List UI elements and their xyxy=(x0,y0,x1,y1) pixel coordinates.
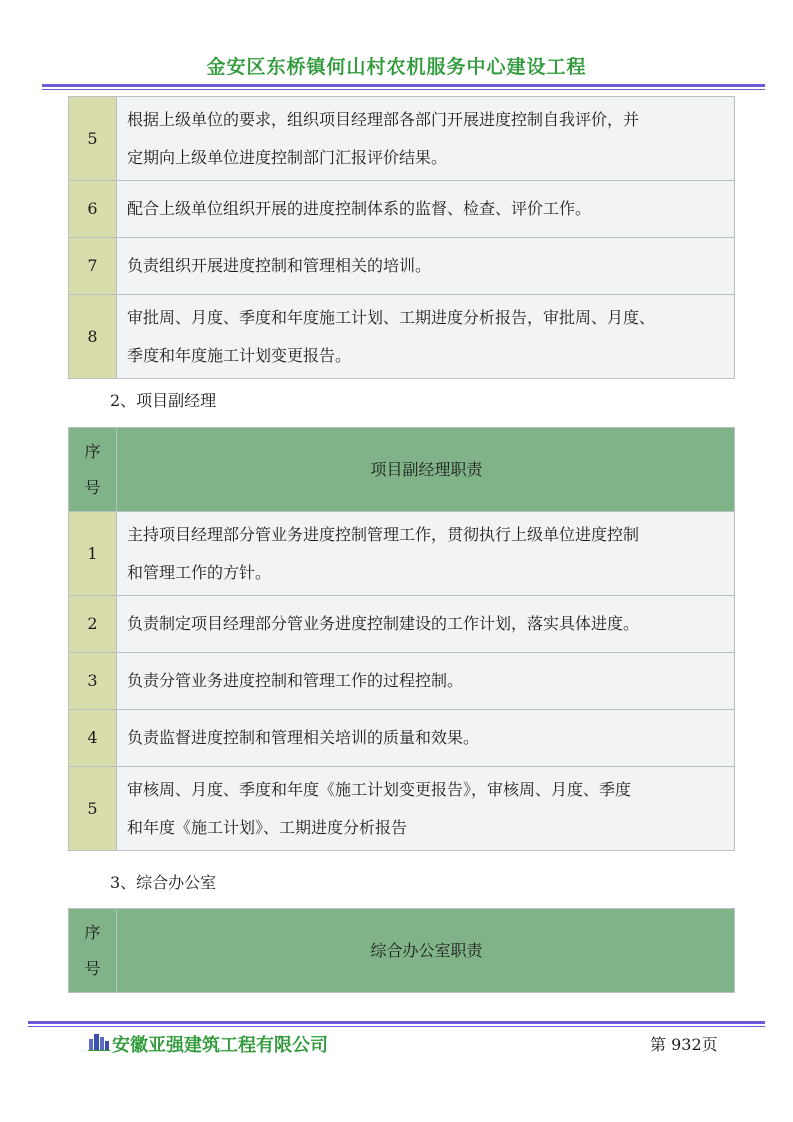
row-text-line: 季度和年度施工计划变更报告。 xyxy=(127,345,352,365)
row-number: 4 xyxy=(69,710,117,767)
header-title: 综合办公室职责 xyxy=(117,909,735,993)
header-number-label xyxy=(69,428,117,512)
footer-rule xyxy=(28,1021,765,1024)
row-text-line: 负责监督进度控制和管理相关培训的质量和效果。 xyxy=(127,728,480,747)
row-text-line: 负责分管业务进度控制和管理工作的过程控制。 xyxy=(127,671,464,690)
header-rule-thin xyxy=(42,89,765,90)
row-text-line: 配合上级单位组织开展的进度控制体系的监督、检查、评价工作。 xyxy=(127,199,592,218)
row-text-line: 和年度《施工计划》、工期进度分析报告 xyxy=(127,817,408,837)
manager-duties-table xyxy=(68,96,735,379)
table-header-row xyxy=(69,428,735,512)
deputy-manager-duties-table xyxy=(68,427,735,851)
header-number-char: 号 xyxy=(84,958,101,978)
table-row xyxy=(69,238,735,295)
row-text xyxy=(117,181,735,238)
page-header-title: 金安区东桥镇何山村农机服务中心建设工程 xyxy=(206,56,587,78)
header-rule xyxy=(42,84,765,87)
row-text xyxy=(117,295,735,379)
header-number-label xyxy=(69,909,117,993)
row-text xyxy=(117,653,735,710)
row-text xyxy=(117,238,735,295)
row-text xyxy=(117,97,735,181)
section-title-general-office: 3、综合办公室 xyxy=(110,873,217,892)
row-text xyxy=(117,767,735,851)
building-logo-icon xyxy=(88,1031,110,1051)
section-title-deputy-manager: 2、项目副经理 xyxy=(110,391,217,410)
table-row xyxy=(69,181,735,238)
row-text-line: 定期向上级单位进度控制部门汇报评价结果。 xyxy=(127,147,448,167)
row-number: 5 xyxy=(69,767,117,851)
row-text-line: 根据上级单位的要求，组织项目经理部各部门开展进度控制自我评价，并 xyxy=(127,109,640,129)
footer-rule-thin xyxy=(28,1026,765,1027)
general-office-duties-table xyxy=(68,908,735,993)
row-number: 1 xyxy=(69,512,117,596)
table-row xyxy=(69,767,735,851)
row-number: 3 xyxy=(69,653,117,710)
row-number: 8 xyxy=(69,295,117,379)
header-number-char: 序 xyxy=(84,441,101,461)
table-row xyxy=(69,295,735,379)
row-text-line: 负责制定项目经理部分管业务进度控制建设的工作计划，落实具体进度。 xyxy=(127,614,640,633)
row-number: 6 xyxy=(69,181,117,238)
row-number: 5 xyxy=(69,97,117,181)
footer-page-number: 第 932页 xyxy=(650,1035,718,1054)
table-header-row xyxy=(69,909,735,993)
table-row xyxy=(69,97,735,181)
row-text-line: 和管理工作的方针。 xyxy=(127,562,272,582)
table-row xyxy=(69,653,735,710)
row-text-line: 主持项目经理部分管业务进度控制管理工作，贯彻执行上级单位进度控制 xyxy=(127,524,640,544)
row-text-line: 审核周、月度、季度和年度《施工计划变更报告》，审核周、月度、季度 xyxy=(127,779,632,799)
table-row xyxy=(69,710,735,767)
row-text xyxy=(117,512,735,596)
row-text xyxy=(117,710,735,767)
header-title: 项目副经理职责 xyxy=(117,428,735,512)
header-number-char: 序 xyxy=(84,922,101,942)
table-row xyxy=(69,596,735,653)
row-text xyxy=(117,596,735,653)
table-row xyxy=(69,512,735,596)
row-number: 7 xyxy=(69,238,117,295)
row-text-line: 负责组织开展进度控制和管理相关的培训。 xyxy=(127,256,432,275)
header-number-char: 号 xyxy=(84,477,101,497)
row-text-line: 审批周、月度、季度和年度施工计划、工期进度分析报告，审批周、月度、 xyxy=(127,307,656,327)
footer-company-name: 安徽亚强建筑工程有限公司 xyxy=(112,1035,328,1056)
row-number: 2 xyxy=(69,596,117,653)
